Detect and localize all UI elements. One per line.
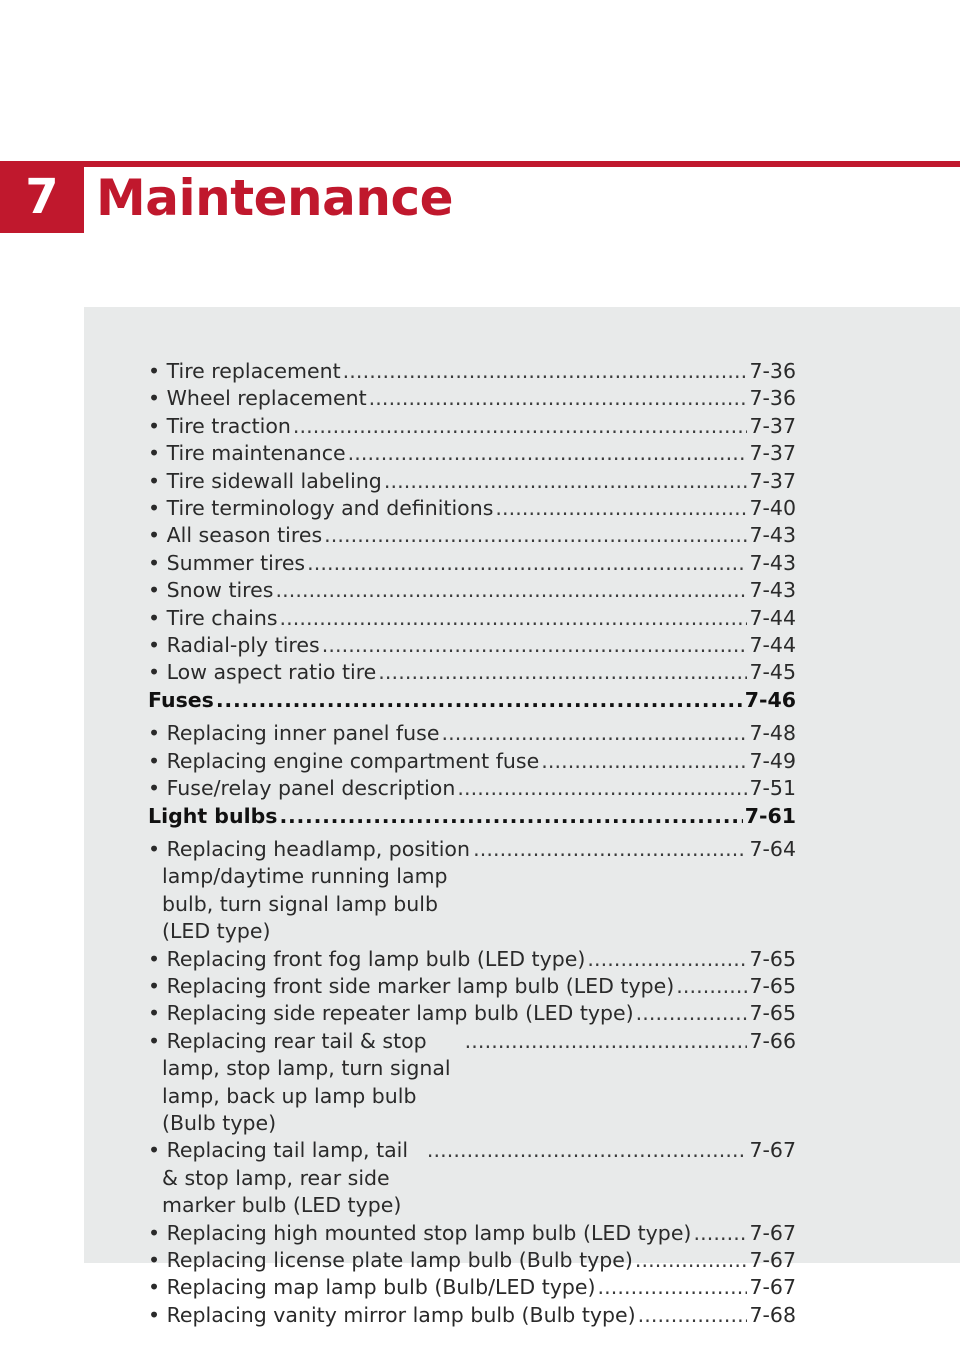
toc-leader-dots	[293, 413, 748, 440]
toc-leader-dots	[369, 385, 748, 412]
toc-entry[interactable]	[148, 946, 796, 973]
toc-leader-dots	[384, 468, 748, 495]
toc-entry-title: • Replacing inner panel fuse	[148, 721, 440, 746]
toc-entry-title: • Replacing rear tail & stop lamp, stop lamp, turn signal lamp, back up lamp bulb (Bulb type)	[148, 1028, 451, 1135]
toc-page-number: 7-67	[749, 1220, 796, 1245]
toc-page-number: 7-66	[749, 1028, 796, 1053]
toc-entry-title: • Replacing map lamp bulb (Bulb/LED type)	[148, 1275, 596, 1300]
toc-leader-dots	[343, 358, 748, 385]
toc-entry[interactable]	[148, 775, 796, 802]
toc-leader-dots	[676, 973, 747, 1000]
toc-leader-dots	[348, 440, 748, 467]
toc-entry[interactable]	[148, 385, 796, 412]
toc-leader-dots	[279, 803, 742, 830]
toc-page-number: 7-65	[749, 1001, 796, 1026]
toc-entry-title: • Tire sidewall labeling	[148, 468, 382, 493]
toc-entry-title: • Replacing side repeater lamp bulb (LED type)	[148, 1001, 634, 1026]
toc-entry-title: • Snow tires	[148, 578, 274, 603]
toc-leader-dots	[216, 687, 743, 714]
toc-entry[interactable]	[148, 1000, 796, 1027]
toc-leader-dots	[635, 1247, 748, 1274]
toc-entry[interactable]	[148, 836, 796, 946]
toc-page-number: 7-43	[749, 523, 796, 548]
toc-page-number: 7-51	[749, 776, 796, 801]
toc-entry-title: • Tire chains	[148, 605, 278, 630]
chapter-title: Maintenance	[96, 169, 454, 227]
toc-leader-dots	[598, 1274, 748, 1301]
toc-leader-dots	[495, 495, 747, 522]
toc-entry[interactable]	[148, 1302, 796, 1329]
toc-entry-title: • Wheel replacement	[148, 386, 367, 411]
toc-leader-dots	[541, 748, 747, 775]
toc-entry-title: • Low aspect ratio tire	[148, 660, 377, 685]
toc-entry-title: • Replacing front fog lamp bulb (LED type)	[148, 946, 586, 971]
toc-page-number: 7-49	[749, 748, 796, 773]
toc-leader-dots	[457, 775, 747, 802]
toc-entry[interactable]	[148, 358, 796, 385]
toc-entry-title: • Tire terminology and definitions	[148, 496, 494, 521]
toc-entry[interactable]	[148, 440, 796, 467]
toc-page-number: 7-67	[749, 1275, 796, 1300]
toc-entry[interactable]	[148, 1274, 796, 1301]
toc-page-number: 7-37	[749, 441, 796, 466]
toc-leader-dots	[473, 836, 747, 863]
toc-leader-dots	[465, 1028, 748, 1055]
toc-entry-title: Fuses	[148, 687, 214, 712]
toc-entry[interactable]	[148, 720, 796, 747]
toc-entry[interactable]	[148, 973, 796, 1000]
toc-entry[interactable]	[148, 577, 796, 604]
toc-leader-dots	[324, 522, 747, 549]
toc-entry-title: • Tire traction	[148, 413, 291, 438]
toc-entry-title: • Radial-ply tires	[148, 633, 320, 658]
toc-entry-title: • Replacing engine compartment fuse	[148, 748, 540, 773]
chapter-number-badge	[0, 161, 84, 233]
toc-entry-title: • Replacing vanity mirror lamp bulb (Bulb type)	[148, 1302, 636, 1327]
toc-page-number: 7-68	[749, 1302, 796, 1327]
toc-entry-title: • Replacing license plate lamp bulb (Bulb type)	[148, 1248, 633, 1272]
toc-leader-dots	[280, 605, 748, 632]
toc-page-number: 7-65	[749, 946, 796, 971]
toc-section-heading[interactable]	[148, 803, 796, 830]
toc-leader-dots	[307, 550, 747, 577]
toc-page-number: 7-67	[749, 1138, 796, 1163]
toc-entry-title: • All season tires	[148, 523, 323, 548]
toc-entry-title: • Tire maintenance	[148, 441, 346, 466]
toc-entry-title: Light bulbs	[148, 803, 278, 828]
toc-entry[interactable]	[148, 495, 796, 522]
toc-page-number: 7-61	[744, 803, 796, 828]
toc-entry[interactable]	[148, 748, 796, 775]
toc-entry-title: • Replacing tail lamp, tail & stop lamp, rear side marker bulb (LED type)	[148, 1138, 409, 1218]
toc-page-number: 7-45	[749, 660, 796, 685]
toc-entry[interactable]	[148, 1220, 796, 1247]
toc-page-number: 7-36	[749, 359, 796, 383]
toc-entry-title: • Summer tires	[148, 550, 306, 575]
toc-page-number: 7-37	[749, 413, 796, 438]
toc-page-number: 7-44	[749, 605, 796, 630]
toc-entry[interactable]	[148, 659, 796, 686]
toc-entry-title: • Replacing headlamp, position lamp/daytime running lamp bulb, turn signal lamp bulb (LED type)	[148, 836, 470, 944]
toc-leader-dots	[441, 720, 747, 747]
toc-page-number: 7-67	[749, 1248, 796, 1272]
toc-entry[interactable]	[148, 1028, 796, 1138]
toc-leader-dots	[587, 946, 747, 973]
toc-entry-title: • Fuse/relay panel description	[148, 776, 456, 801]
toc-entry[interactable]	[148, 468, 796, 495]
toc-page-number: 7-43	[749, 578, 796, 603]
toc-list	[148, 358, 796, 1329]
toc-leader-dots	[638, 1302, 748, 1329]
toc-entry[interactable]	[148, 413, 796, 440]
toc-entry[interactable]	[148, 605, 796, 632]
toc-page-number: 7-65	[749, 973, 796, 998]
toc-page-number: 7-43	[749, 550, 796, 575]
toc-leader-dots	[636, 1000, 748, 1027]
toc-entry[interactable]	[148, 632, 796, 659]
toc-entry-title: • Replacing high mounted stop lamp bulb (LED type)	[148, 1220, 692, 1245]
toc-section-heading[interactable]	[148, 687, 796, 714]
toc-entry[interactable]	[148, 550, 796, 577]
toc-page-number: 7-44	[749, 633, 796, 658]
toc-page-number: 7-64	[749, 836, 796, 861]
toc-page-number: 7-37	[749, 468, 796, 493]
toc-leader-dots	[693, 1220, 747, 1247]
toc-leader-dots	[427, 1137, 748, 1164]
toc-entry-title: • Replacing front side marker lamp bulb (LED type)	[148, 973, 675, 998]
toc-page-number: 7-46	[744, 687, 796, 712]
toc-leader-dots	[275, 577, 747, 604]
toc-leader-dots	[322, 632, 748, 659]
toc-entry-title: • Tire replacement	[148, 359, 341, 383]
toc-entry[interactable]	[148, 1137, 796, 1219]
toc-page-number: 7-36	[749, 386, 796, 411]
toc-entry[interactable]	[148, 522, 796, 549]
chapter-number: 7	[25, 169, 59, 225]
toc-leader-dots	[378, 659, 747, 686]
toc-page-number: 7-48	[749, 721, 796, 746]
toc-entry[interactable]	[148, 1247, 796, 1274]
toc-page-number: 7-40	[749, 496, 796, 521]
